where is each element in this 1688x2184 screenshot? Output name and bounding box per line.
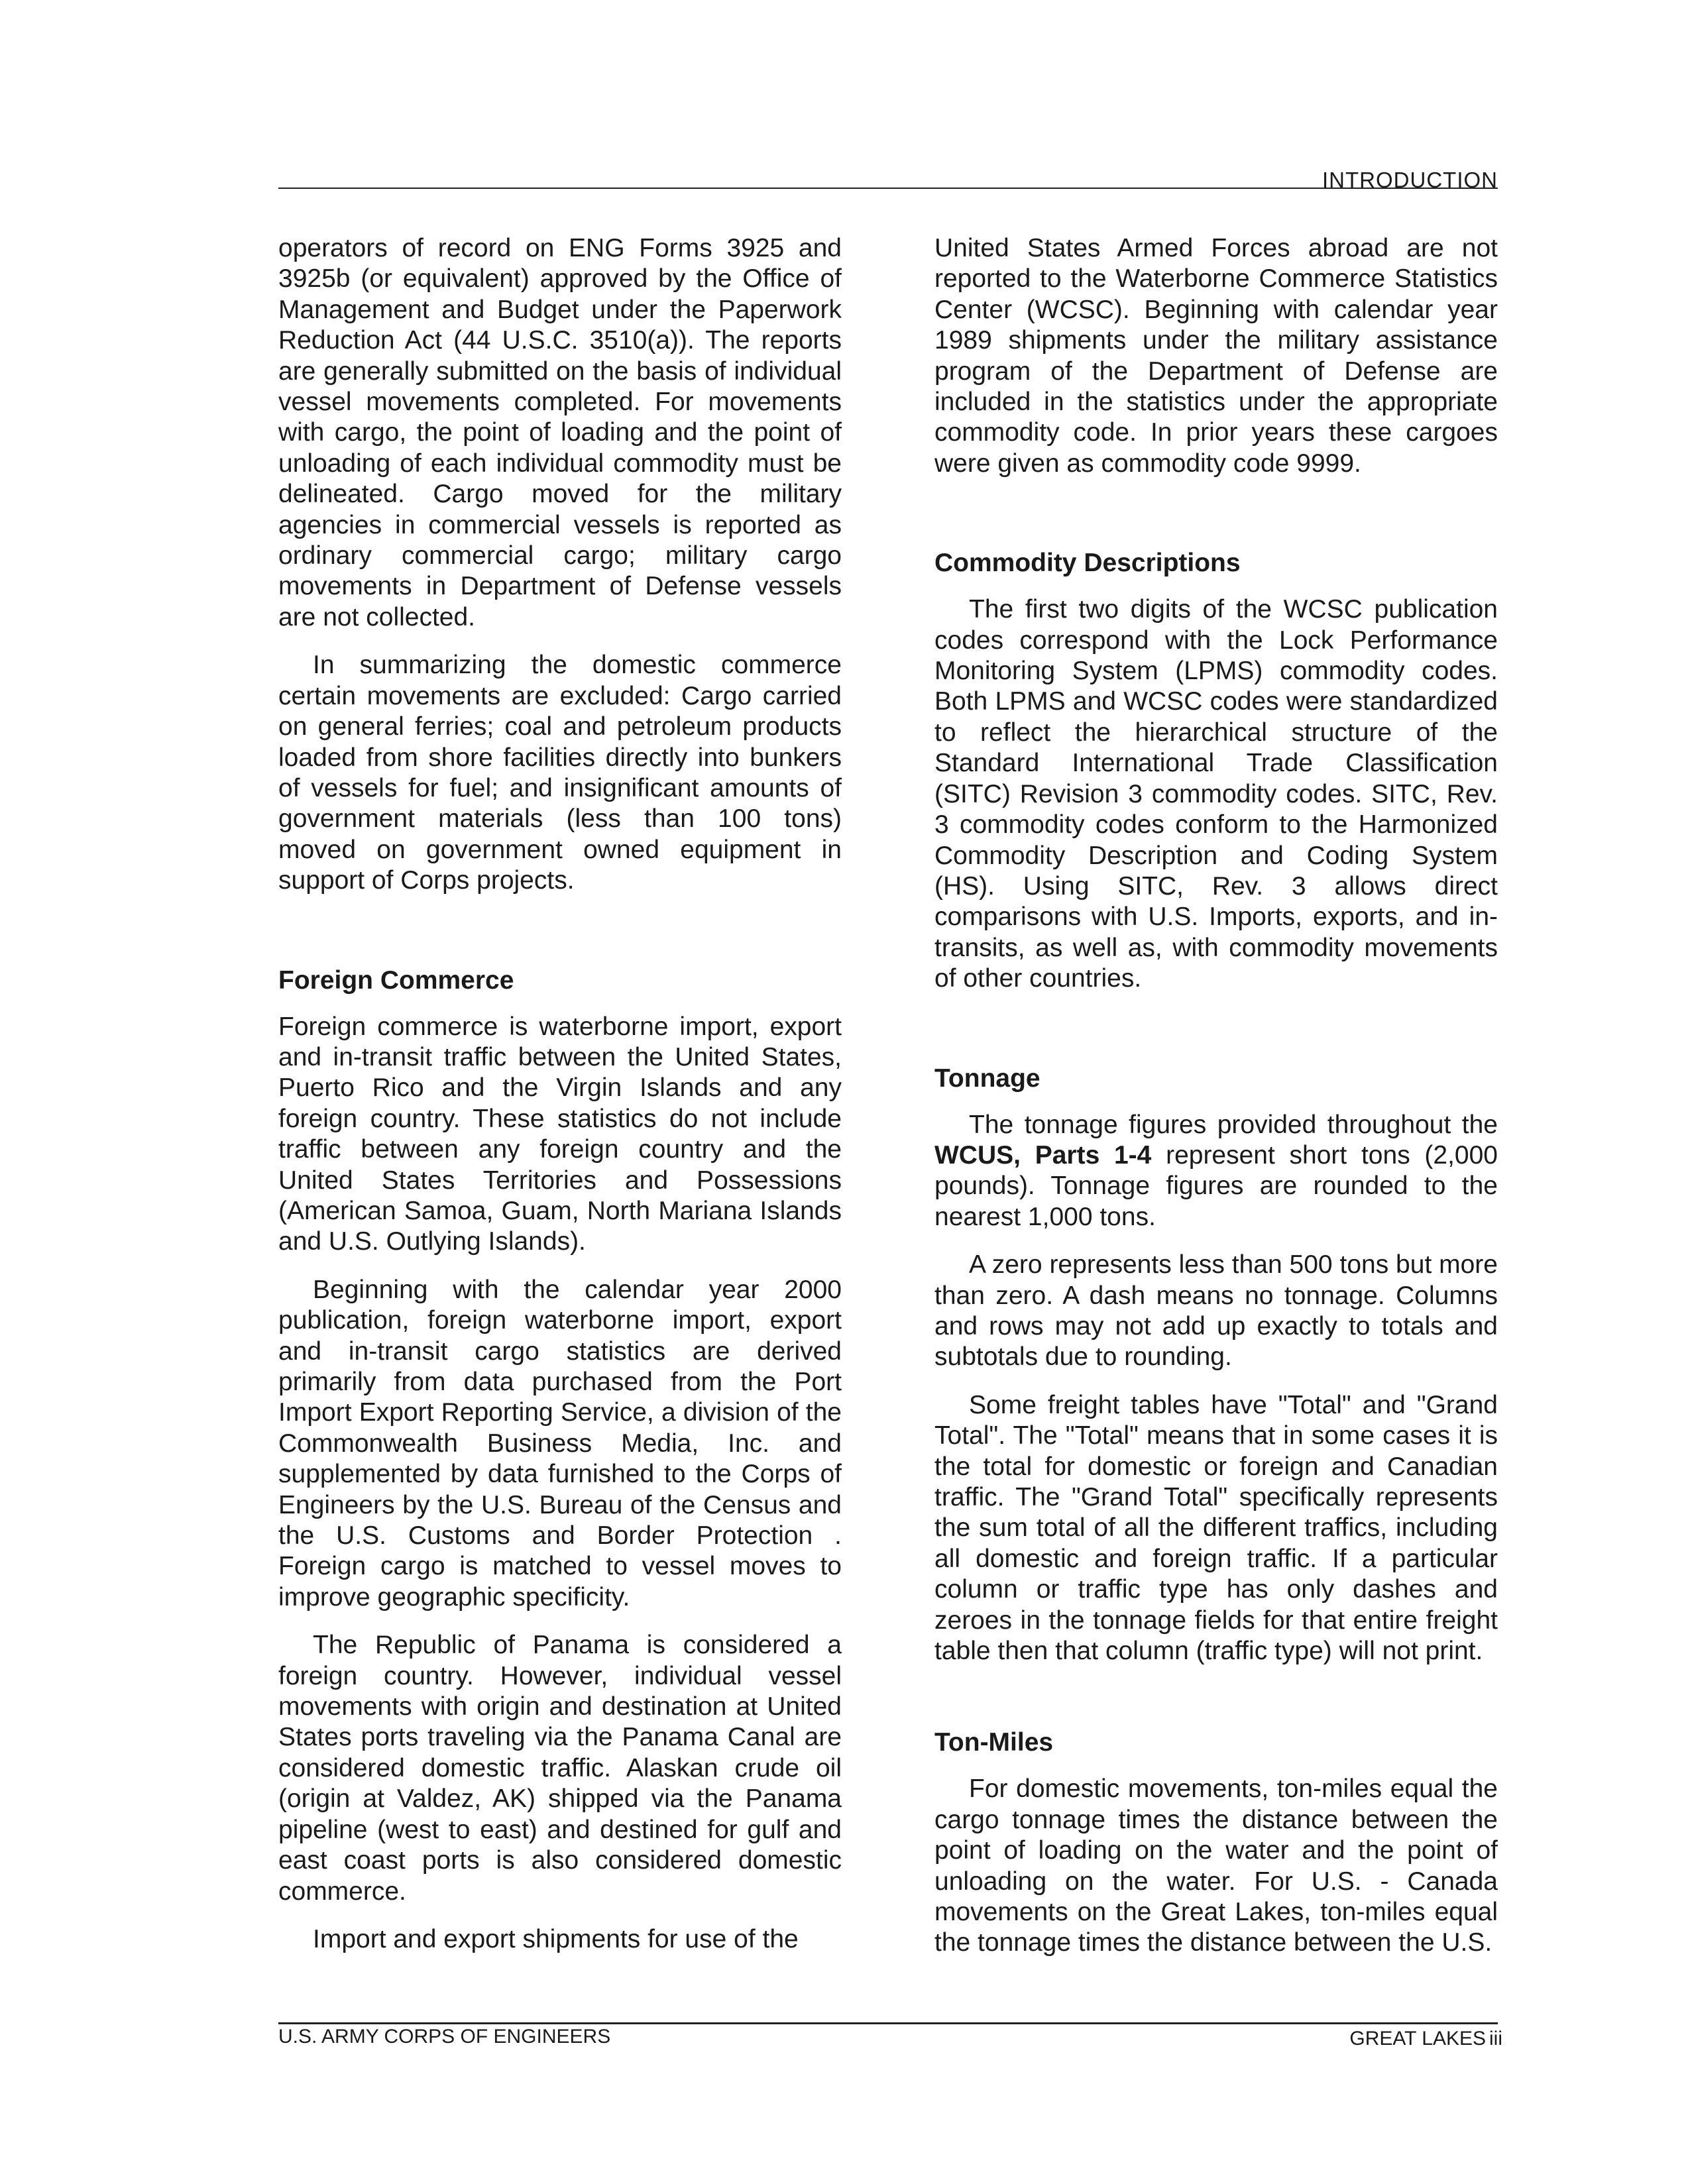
tonnage-text-before: The tonnage figures provided throughout the bbox=[969, 1110, 1498, 1139]
section-spacer bbox=[934, 1684, 1498, 1727]
paragraph: In summarizing the domestic commerce certain movements are excluded: Cargo carried on general ferries; coal and petroleum products loaded from shore facilities directly into bunkers of vessels for fuel; and insignificant amounts of government materials (less than 100 tons) moved on government owned equipment in support of Corps projects. bbox=[278, 651, 842, 895]
paragraph: The first two digits of the WCSC publication codes correspond with the Lock Performance Monitoring System (LPMS) commodity codes. Both LPMS and WCSC codes were standardized to reflect the hierarchical structure of the Standard International Trade Classification (SITC) Revision 3 commodity codes. SITC, Rev. 3 commodity codes conform to the Harmonized Commodity Description and Coding System (HS). Using SITC, Rev. 3 allows direct comparisons with U.S. Imports, exports, and in-transits, as well as, with commodity movements of other countries. bbox=[934, 595, 1498, 993]
paragraph: The Republic of Panama is considered a foreign country. However, individual vessel movements with origin and destination at United States ports traveling via the Panama Canal are considered domestic traffic. Alaskan crude oil (origin at Valdez, AK) shipped via the Panama pipeline (west to east) and destined for gulf and east coast ports is also considered domestic commerce. bbox=[278, 1631, 842, 1906]
paragraph: Beginning with the calendar year 2000 publication, foreign waterborne import, export and in-transit cargo statistics are derived primarily from data purchased from the Port Import Export Reporting Service, a division of the Commonwealth Business Media, Inc. and supplemented by data furnished to the Corps of Engineers by the U.S. Bureau of the Census and the U.S. Customs and Border Protection . Foreign cargo is matched to vessel moves to improve geographic specificity. bbox=[278, 1275, 842, 1611]
paragraph: United States Armed Forces abroad are not reported to the Waterborne Commerce Statistics Center (WCSC). Beginning with calendar year 1989 shipments under the military assistance program of the Department of Defense are included in the statistics under the appropriate commodity code. In prior years these cargoes were given as commodity code 9999. bbox=[934, 234, 1498, 478]
section-spacer bbox=[934, 1012, 1498, 1064]
heading-tonnage: Tonnage bbox=[934, 1064, 1041, 1093]
heading-foreign-commerce: Foreign Commerce bbox=[278, 965, 514, 995]
tonnage-text-after: represent short tons (2,000 pounds). Tonnage figures are rounded to the nearest 1,000 tons. bbox=[934, 1140, 1498, 1231]
heading-commodity-descriptions: Commodity Descriptions bbox=[934, 549, 1241, 578]
footer-region: GREAT LAKES bbox=[1349, 2028, 1486, 2049]
page-number: iii bbox=[1489, 2028, 1502, 2049]
section-header-label: INTRODUCTION bbox=[1322, 168, 1498, 192]
section-spacer bbox=[934, 496, 1498, 548]
paragraph: operators of record on ENG Forms 3925 and 3925b (or equivalent) approved by the Office of Management and Budget under the Paperwork Reduction Act (44 U.S.C. 3510(a)). The reports are generally submitted on the basis of individual vessel movements completed. For movements with cargo, the point of loading and the point of unloading of each individual commodity must be delineated. Cargo moved for the military agencies in commercial vessels is reported as ordinary commercial cargo; military cargo movements in Department of Defense vessels are not collected. bbox=[278, 234, 842, 631]
paragraph: Some freight tables have "Total" and "Grand Total". The "Total" means that in some cases it is the total for domestic or foreign and Canadian traffic. The "Grand Total" specifically represents the sum total of all the different traffics, including all domestic and foreign traffic. If a particular column or traffic type has only dashes and zeroes in the tonnage fields for that entire freight table then that column (traffic type) will not print. bbox=[934, 1390, 1498, 1666]
right-column bbox=[934, 233, 1498, 1976]
paragraph: For domestic movements, ton-miles equal the cargo tonnage times the distance between the point of loading on the water and the point of unloading on the water. For U.S. - Canada movements on the Great Lakes, ton-miles equal the tonnage times the distance between the U.S. bbox=[934, 1774, 1498, 1957]
heading-ton-miles: Ton-Miles bbox=[934, 1728, 1054, 1757]
paragraph: A zero represents less than 500 tons but more than zero. A dash means no tonnage. Columns and rows may not add up exactly to totals and subtotals due to rounding. bbox=[934, 1250, 1498, 1372]
header-rule bbox=[278, 188, 1498, 189]
footer-organization: U.S. ARMY CORPS OF ENGINEERS bbox=[278, 2026, 611, 2048]
tonnage-bold-text: WCUS, Parts 1-4 bbox=[934, 1140, 1152, 1170]
paragraph: Import and export shipments for use of the bbox=[313, 1924, 799, 1953]
footer-rule bbox=[278, 2022, 1498, 2024]
paragraph: Foreign commerce is waterborne import, export and in-transit traffic between the United States, Puerto Rico and the Virgin Islands and any foreign country. These statistics do not include traffic between any foreign country and the United States Territories and Possessions (American Samoa, Guam, North Mariana Islands and U.S. Outlying Islands). bbox=[278, 1012, 842, 1256]
paragraph bbox=[934, 1110, 1498, 1233]
left-column bbox=[278, 233, 842, 1972]
section-spacer bbox=[278, 914, 842, 965]
